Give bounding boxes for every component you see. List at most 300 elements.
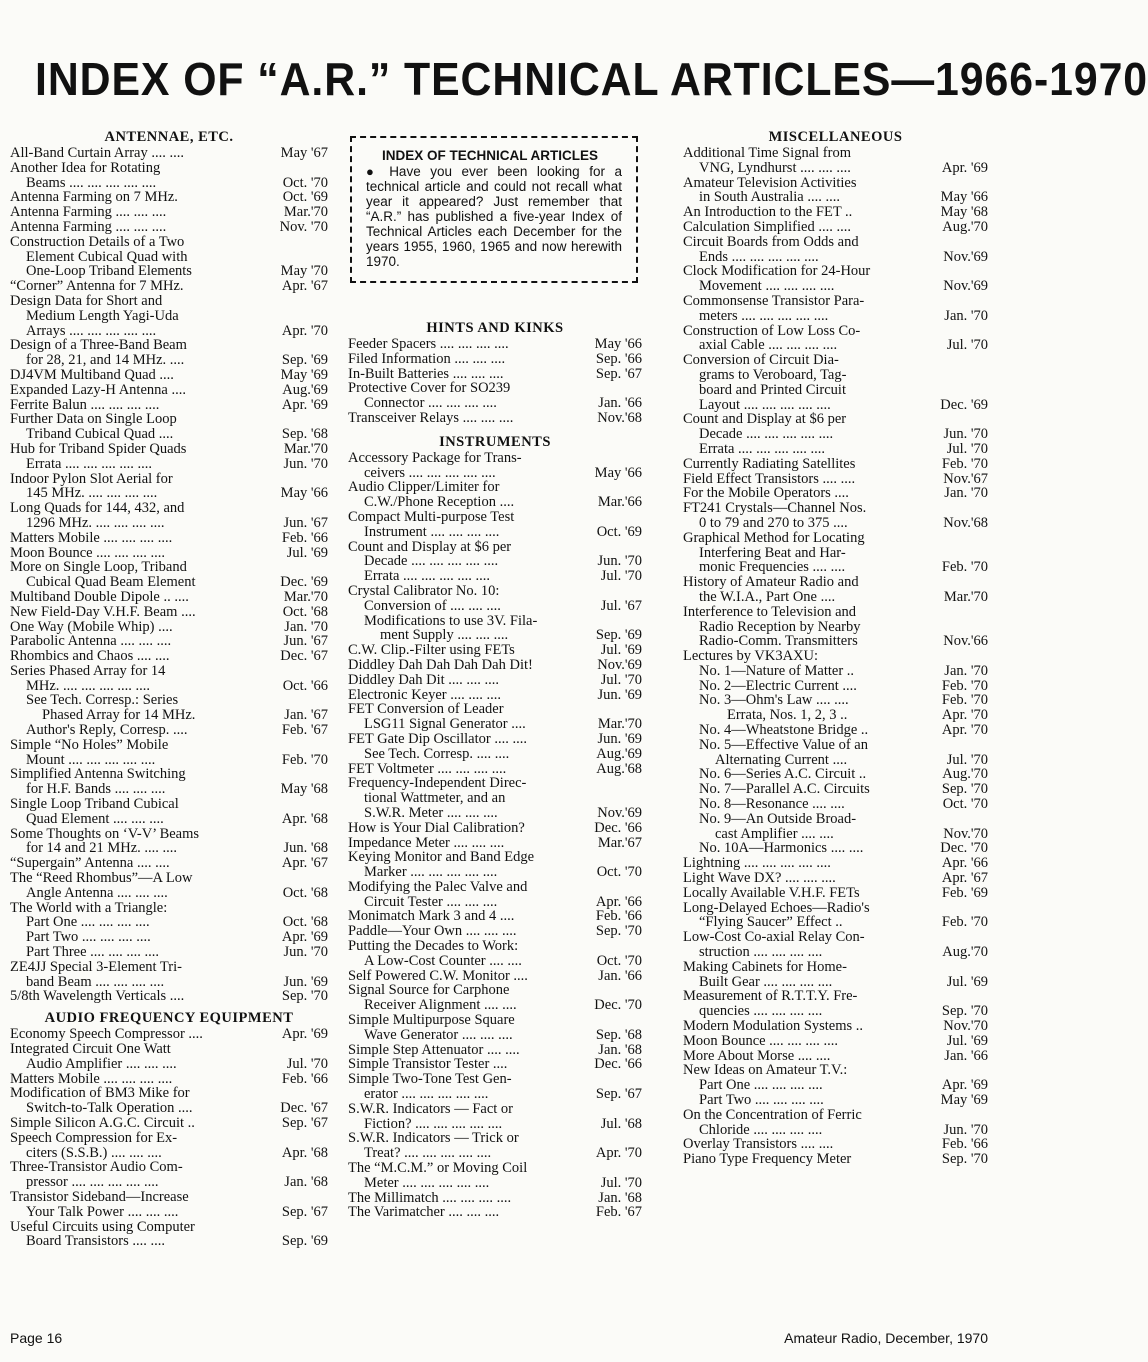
entry-date: Sep. '70 (595, 923, 642, 940)
entry-date: Oct. '68 (282, 914, 328, 931)
entry-title-text: Piano Type Frequency Meter (683, 1151, 852, 1168)
index-entry (10, 738, 328, 768)
index-entry (683, 901, 988, 931)
index-entry (10, 901, 328, 916)
entry-title-text: Signal Source for Carphone (348, 982, 510, 999)
entry-title-line (699, 827, 988, 842)
entry-date: Aug.'69 (596, 745, 642, 762)
entry-title-line (683, 1063, 988, 1078)
entry-title-line (348, 540, 642, 555)
entry-title-line (26, 945, 328, 960)
entry-title-line (348, 643, 642, 658)
entry-date: Jul. '69 (286, 544, 328, 561)
entry-title-line (10, 531, 328, 546)
entry-date: Sep. '67 (281, 1203, 328, 1220)
entry-title-text: grams to Veroboard, Tag- (699, 366, 847, 383)
entry-date: Apr. '67 (941, 870, 988, 887)
index-entry (10, 915, 328, 930)
index-entry (348, 540, 642, 570)
entry-title-line (683, 649, 988, 664)
entry-title-text: VNG, Lyndhurst .... .... .... (699, 159, 851, 176)
entry-date: Oct. '70 (942, 796, 988, 813)
entry-title-line (683, 915, 988, 930)
entry-date: Jan. '70 (284, 618, 328, 635)
entry-title-text: Simple Silicon A.G.C. Circuit .. (10, 1115, 195, 1131)
entry-title-line (683, 220, 988, 235)
entry-title-text: Long-Delayed Echoes—Radio's (683, 899, 870, 916)
entry-title-line (348, 411, 642, 426)
entry-title-text: Beams .... .... .... .... .... (26, 174, 157, 191)
index-entry (10, 960, 328, 990)
entry-title-line (683, 634, 988, 649)
entry-title-line (683, 1123, 988, 1138)
index-entry (348, 658, 642, 673)
entry-title-line (683, 1152, 988, 1167)
entry-title-line (10, 1116, 328, 1131)
entry-title-line (699, 442, 988, 457)
index-entry (683, 664, 988, 679)
entry-title-text: Compact Multi-purpose Test (348, 508, 515, 525)
entry-date: Jul. '70 (286, 1055, 328, 1072)
index-entry (683, 1108, 988, 1138)
entry-title-line (348, 381, 642, 396)
entry-date: Jul. '70 (946, 751, 988, 768)
entry-title-line (10, 1234, 328, 1249)
entry-title-text: Clock Modification for 24-Hour (683, 263, 871, 280)
entry-title-line (10, 472, 328, 487)
entry-title-text: in South Australia .... .... (699, 189, 840, 206)
index-entry (10, 205, 328, 220)
entry-title-text: MHz. .... .... .... .... .... (26, 677, 151, 694)
entry-title-text: citers (S.S.B.) .... .... .... (26, 1144, 162, 1161)
entry-title-text: Overlay Transistors .... .... (683, 1136, 834, 1153)
entry-title-text: Diddley Dah Dit .... .... .... (348, 671, 500, 688)
index-notice-box (350, 136, 638, 283)
entry-title-text: board and Printed Circuit (699, 381, 846, 398)
entry-date: Sep. '69 (281, 1233, 328, 1250)
entry-title-text: Phased Array for 14 MHz. (42, 707, 196, 724)
entry-date: Apr. '70 (941, 722, 988, 739)
entry-title-text: Antenna Farming .... .... .... (10, 218, 167, 235)
index-entry (348, 673, 642, 688)
entry-date: Jan. '70 (944, 307, 988, 324)
entry-title-text: Lectures by VK3AXU: (683, 648, 819, 665)
index-entry (683, 412, 988, 442)
entry-date: Feb. '66 (281, 529, 328, 546)
index-entry (348, 1013, 642, 1043)
entry-title-text: A Low-Cost Counter .... .... (364, 952, 522, 969)
index-entry (10, 1042, 328, 1072)
entry-title-text: No. 4—Wheatstone Bridge .. (699, 722, 869, 739)
entry-date: May '66 (594, 336, 642, 352)
entry-title-text: Integrated Circuit One Watt (10, 1041, 171, 1058)
entry-title-line (10, 353, 328, 368)
entry-title-line (683, 516, 988, 531)
page-number: Page 16 (10, 1330, 63, 1346)
entry-date: Nov.'69 (943, 278, 988, 295)
entry-date: Oct. '68 (282, 884, 328, 901)
entry-title-line (683, 901, 988, 916)
entry-title-line (348, 880, 642, 895)
entry-date: May '66 (594, 464, 642, 481)
entry-title-line (348, 1072, 642, 1087)
index-entry (683, 738, 988, 768)
entry-date: Jan. '70 (944, 662, 988, 679)
entry-title-text: The “M.C.M.” or Moving Coil (348, 1160, 528, 1177)
entry-title-text: 1296 MHz. .... .... .... .... (26, 514, 165, 531)
entry-title-line (348, 821, 642, 836)
entry-title-text: Commonsense Transistor Para- (683, 292, 865, 309)
entry-title-line (683, 886, 988, 901)
entry-date: Apr. '69 (941, 1077, 988, 1094)
index-entry (10, 871, 328, 901)
index-entry (10, 1027, 328, 1042)
entry-title-text: Monimatch Mark 3 and 4 .... (348, 908, 515, 925)
entry-title-line (683, 338, 988, 353)
entry-title-text: Conversion of .... .... .... (364, 597, 501, 614)
entry-title-text: No. 6—Series A.C. Circuit .. (699, 766, 867, 783)
entry-title-line (10, 1220, 328, 1235)
entry-date: Apr. '66 (595, 893, 642, 910)
entry-title-text: Errata .... .... .... .... .... (699, 440, 826, 457)
index-entry (348, 983, 642, 1013)
entry-title-line (10, 264, 328, 279)
index-entry (683, 960, 988, 990)
entry-title-text: Conversion of Circuit Dia- (683, 352, 839, 369)
index-entry (10, 693, 328, 723)
entry-date: Jan. '66 (598, 967, 642, 984)
entry-title-text: Part Two .... .... .... .... (699, 1092, 824, 1108)
entry-title-text: “Corner” Antenna for 7 MHz. (10, 278, 184, 295)
entry-title-text: Accessory Package for Trans- (348, 449, 522, 466)
entry-title-line (10, 190, 328, 205)
entry-date: May '67 (280, 145, 328, 161)
entry-date: Nov.'69 (597, 656, 642, 673)
index-entry (683, 176, 988, 206)
index-entry (10, 605, 328, 620)
entry-date: Dec. '67 (280, 1100, 328, 1117)
entry-title-text: Count and Display at $6 per (683, 411, 847, 428)
entry-title-text: Errata, Nos. 1, 2, 3 .. (727, 707, 848, 724)
entry-title-text: Simple “No Holes” Mobile (10, 736, 169, 753)
entry-title-line (683, 161, 988, 176)
entry-title-text: Field Effect Transistors .... .... (683, 470, 856, 487)
index-entry (348, 1057, 642, 1072)
entry-date: Nov.'69 (597, 804, 642, 821)
entry-title-text: Connector .... .... .... .... (364, 395, 497, 412)
entry-date: May '66 (940, 189, 988, 206)
entry-title-text: Diddley Dah Dah Dah Dah Dit! (348, 656, 533, 673)
index-entry (348, 747, 642, 762)
entry-title-text: Receiver Alignment .... .... (364, 997, 517, 1014)
entry-date: Oct. '66 (282, 677, 328, 694)
entry-title-text: Movement .... .... .... .... (699, 278, 835, 295)
entry-date: Jun. '70 (943, 426, 988, 443)
entry-title-text: Meter .... .... .... .... .... (364, 1174, 490, 1191)
entry-title-line (699, 797, 988, 812)
entry-title-text: Antenna Farming on 7 MHz. (10, 189, 178, 206)
index-entry (348, 850, 642, 880)
entry-title-text: axial Cable .... .... .... .... (699, 337, 838, 354)
index-entry (10, 945, 328, 960)
entry-title-line (364, 747, 642, 762)
index-entry (10, 368, 328, 383)
entry-date: Jun. '69 (283, 973, 328, 990)
index-entry (348, 762, 642, 777)
entry-title-text: FET Gate Dip Oscillator .... .... (348, 730, 527, 747)
entry-title-line (683, 250, 988, 265)
entry-date: Apr. '69 (281, 396, 328, 413)
index-entry (683, 324, 988, 354)
entry-title-line (348, 554, 642, 569)
entry-title-text: Modification of BM3 Mike for (10, 1085, 190, 1102)
entry-title-line (348, 1043, 642, 1058)
entry-title-line (10, 1131, 328, 1146)
entry-title-line (348, 367, 642, 382)
entry-title-line (348, 688, 642, 703)
entry-date: Aug.'70 (942, 766, 988, 783)
entry-title-text: No. 10A—Harmonics .... .... (699, 840, 864, 857)
index-entry (683, 457, 988, 472)
index-entry (683, 605, 988, 649)
index-entry (683, 501, 988, 531)
entry-title-line (683, 1034, 988, 1049)
entry-title-text: Quad Element .... .... .... (26, 810, 164, 827)
entry-title-text: Low-Cost Co-axial Relay Con- (683, 929, 865, 946)
entry-title-text: Feeder Spacers .... .... .... .... (348, 336, 509, 352)
entry-date: Jan. '66 (944, 1047, 988, 1064)
entry-title-text: Rhombics and Chaos .... .... (10, 648, 170, 665)
entry-title-text: New Field-Day V.H.F. Beam .... (10, 603, 196, 620)
index-entry (10, 827, 328, 857)
index-entry (10, 664, 328, 694)
entry-title-text: Errata .... .... .... .... .... (26, 455, 153, 472)
entry-title-text: Modifications to use 3V. Fila- (364, 612, 538, 629)
entry-title-line (26, 723, 328, 738)
entry-date: Sep. '70 (941, 781, 988, 798)
index-entry (683, 649, 988, 664)
index-entry (348, 924, 642, 939)
index-entry (348, 1191, 642, 1206)
entry-title-text: “Flying Saucer” Effect .. (699, 914, 843, 931)
entry-title-line (348, 1013, 642, 1028)
entry-title-line (10, 605, 328, 620)
entry-title-line (10, 205, 328, 220)
index-entry (10, 930, 328, 945)
index-entry (10, 1116, 328, 1131)
entry-title-line (10, 797, 328, 812)
entry-date: May '69 (280, 366, 328, 383)
entry-title-text: Marker .... .... .... .... .... (364, 864, 498, 881)
entry-title-line (10, 220, 328, 235)
entry-title-text: Alternating Current .... (715, 751, 848, 768)
entry-title-line (683, 412, 988, 427)
index-entry (348, 381, 642, 411)
entry-title-text: No. 7—Parallel A.C. Circuits (699, 781, 870, 798)
index-entry (10, 1190, 328, 1220)
index-entry (683, 1019, 988, 1034)
entry-title-line (348, 1028, 642, 1043)
entry-title-line (10, 1057, 328, 1072)
entry-title-line (10, 856, 328, 871)
entry-title-line (10, 1175, 328, 1190)
index-entry (348, 510, 642, 540)
index-entry (683, 264, 988, 294)
entry-title-line (10, 560, 328, 575)
entry-title-line (348, 1087, 642, 1102)
index-entry (10, 767, 328, 797)
entry-title-text: Economy Speech Compressor .... (10, 1026, 203, 1043)
entry-title-text: ment Supply .... .... .... (380, 627, 509, 644)
entry-date: Apr. '69 (941, 159, 988, 176)
entry-title-line (348, 673, 642, 688)
index-entry (683, 1093, 988, 1108)
bullet-icon: ● (366, 164, 380, 179)
entry-title-text: On the Concentration of Ferric (683, 1106, 862, 1123)
entry-title-line (10, 279, 328, 294)
entry-title-line (364, 614, 642, 629)
entry-title-text: Switch-to-Talk Operation .... (26, 1100, 193, 1117)
entry-date: Mar.'70 (283, 588, 328, 605)
entry-date: Jul. '70 (600, 568, 642, 585)
index-entry (348, 776, 642, 820)
entry-date: Nov.'68 (597, 409, 642, 426)
entry-title-text: Design of a Three-Band Beam (10, 337, 187, 354)
entry-title-text: Fiction? .... .... .... .... .... (364, 1115, 503, 1132)
entry-title-line (683, 368, 988, 383)
entry-title-text: Simple Step Attenuator .... .... (348, 1041, 520, 1058)
entry-title-text: Audio Amplifier .... .... .... (26, 1055, 177, 1072)
page-title: INDEX OF “A.R.” TECHNICAL ARTICLES—1966-1970 (35, 53, 1148, 105)
entry-title-line (10, 383, 328, 398)
entry-date: Jul. '69 (600, 642, 642, 659)
entry-title-line (348, 510, 642, 525)
index-entry (348, 614, 642, 644)
entry-date: Oct. '70 (596, 952, 642, 969)
entry-title-line (683, 427, 988, 442)
entry-date: Jun. '70 (283, 455, 328, 472)
entry-title-line (10, 235, 328, 250)
entry-title-line (348, 495, 642, 510)
entry-title-line (348, 1146, 642, 1161)
entry-date: Mar.'67 (597, 834, 642, 851)
entry-title-text: Further Data on Single Loop (10, 411, 177, 428)
index-entry (348, 702, 642, 732)
entry-title-line (10, 679, 328, 694)
entry-title-line (348, 1131, 642, 1146)
index-entry (10, 723, 328, 738)
entry-title-text: Audio Clipper/Limiter for (348, 479, 500, 496)
index-entry (683, 782, 988, 797)
entry-date: Mar.'70 (283, 440, 328, 457)
entry-date: Sep. '70 (941, 1003, 988, 1020)
index-entry (348, 1072, 642, 1102)
index-entry (683, 486, 988, 501)
entry-title-text: Putting the Decades to Work: (348, 938, 519, 955)
index-entry (10, 294, 328, 338)
index-entry (683, 886, 988, 901)
index-entry (10, 190, 328, 205)
entry-title-line (683, 871, 988, 886)
entry-title-text: Chloride .... .... .... .... (699, 1121, 823, 1138)
index-entry (10, 1220, 328, 1250)
index-entry (10, 383, 328, 398)
entry-title-line (699, 1093, 988, 1108)
index-entry (10, 220, 328, 235)
index-entry (683, 871, 988, 886)
entry-title-line (26, 457, 328, 472)
entry-title-line (10, 1190, 328, 1205)
entry-date: Jan. '67 (284, 707, 328, 724)
entry-date: Jul. '70 (946, 337, 988, 354)
entry-title-line (683, 205, 988, 220)
entry-title-text: Board Transistors .... .... (26, 1233, 165, 1250)
entry-title-text: Expanded Lazy-H Antenna .... (10, 381, 186, 398)
entry-title-line (10, 1042, 328, 1057)
index-entry (683, 812, 988, 842)
entry-date: Dec. '69 (940, 396, 988, 413)
entry-title-line (348, 895, 642, 910)
entry-title-line (26, 693, 328, 708)
index-entry (348, 643, 642, 658)
entry-title-line (683, 1108, 988, 1123)
entry-title-text: Long Quads for 144, 432, and (10, 500, 185, 517)
entry-title-line (348, 850, 642, 865)
entry-title-text: Construction Details of a Two (10, 233, 185, 250)
entry-title-line (683, 960, 988, 975)
entry-date: Jun. '68 (283, 840, 328, 857)
entry-title-line (348, 806, 642, 821)
entry-title-text: FT241 Crystals—Channel Nos. (683, 500, 867, 517)
entry-title-line (10, 782, 328, 797)
entry-title-line (727, 708, 988, 723)
index-entry (10, 472, 328, 502)
entry-title-text: More on Single Loop, Triband (10, 559, 187, 576)
entry-title-line (683, 472, 988, 487)
entry-title-text: C.W./Phone Reception .... (364, 494, 515, 511)
entry-title-line (10, 738, 328, 753)
entry-title-line (699, 753, 988, 768)
index-entry (348, 451, 642, 481)
entry-title-line (10, 338, 328, 353)
entry-title-line (683, 945, 988, 960)
entry-title-line (683, 398, 988, 413)
entry-title-text: for 14 and 21 MHz. .... .... (26, 840, 178, 857)
entry-title-line (10, 176, 328, 191)
entry-title-line (10, 575, 328, 590)
index-entry (348, 569, 642, 584)
index-entry (348, 1043, 642, 1058)
entry-title-line (348, 525, 642, 540)
entry-title-text: Part One .... .... .... .... (699, 1077, 823, 1094)
entry-title-text: Protective Cover for SO239 (348, 380, 511, 397)
entry-title-text: Currently Radiating Satellites (683, 455, 856, 472)
entry-title-line (348, 865, 642, 880)
publication-line: Amateur Radio, December, 1970 (784, 1330, 988, 1346)
entry-title-text: Part One .... .... .... .... (26, 914, 150, 931)
index-entry (683, 1078, 988, 1093)
index-entry (683, 708, 988, 723)
entry-title-text: Wave Generator .... .... .... (364, 1026, 513, 1043)
index-entry (348, 880, 642, 910)
entry-date: Aug.'68 (596, 760, 642, 777)
entry-title-line (683, 501, 988, 516)
entry-title-line (699, 693, 988, 708)
entry-title-text: Speech Compression for Ex- (10, 1129, 178, 1146)
index-entry (348, 480, 642, 510)
entry-title-line (348, 998, 642, 1013)
index-entry (683, 1049, 988, 1064)
